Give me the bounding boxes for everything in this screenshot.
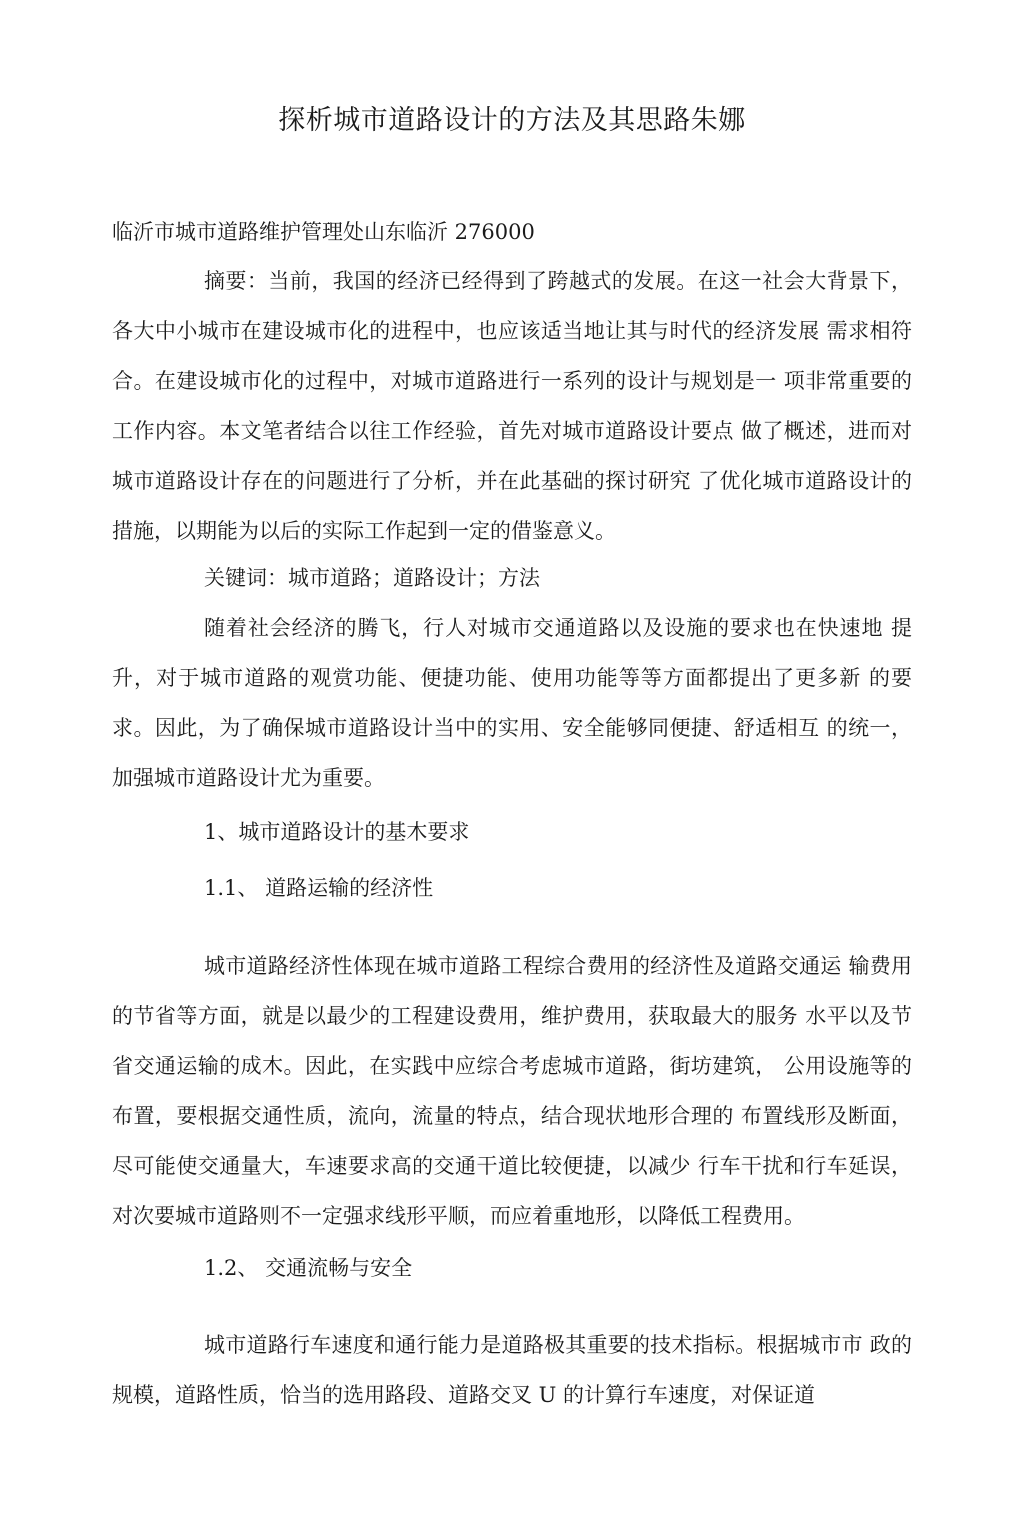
abstract-paragraph: 摘要：当前，我国的经济已经得到了跨越式的发展。在这一社会大背景下，各大中小城市在建设城市化的进程中，也应该适当地让其与时代的经济发展 需求相符合。在建设城市化的过程中，对城市道路进行一系列的设计与规划是一 项非常重要的工作内容。本文笔者结合以往工作经验，首先对城市道路设计要点 做了概述，进而对城市道路设计存在的问题进行了分析，并在此基础的探讨研究 了优化城市道路设计的措施，以期能为以后的实际工作起到一定的借鉴意义。 xyxy=(112,269,912,543)
document-title: 探析城市道路设计的方法及其思路朱娜 xyxy=(278,105,746,136)
section-1-heading: 1、城市道路设计的基木要求 xyxy=(204,820,470,844)
intro-paragraph: 随着社会经济的腾飞，行人对城市交通道路以及设施的要求也在快速地 提升，对于城市道路的观赏功能、便捷功能、使用功能等等方面都提出了更多新 的要求。因此，为了确保城市道路设计当中的实用、安全能够同便捷、舒适相互 的统一，加强城市道路设计尤为重要。 xyxy=(112,616,912,790)
section-1-2-heading: 1.2、 交通流畅与安全 xyxy=(204,1256,413,1280)
keywords: 关键词：城市道路；道路设计；方法 xyxy=(204,566,540,590)
section-1-2-paragraph: 城市道路行车速度和通行能力是道路极其重要的技术指标。根据城市市 政的规模，道路性质，恰当的选用路段、道路交叉 U 的计算行车速度，对保证道 xyxy=(112,1333,912,1407)
author-affiliation: 临沂市城市道路维护管理处山东临沂 276000 xyxy=(112,220,535,244)
section-1-1-paragraph: 城市道路经济性体现在城市道路工程综合费用的经济性及道路交通运 输费用的节省等方面，就是以最少的工程建设费用，维护费用，获取最大的服务 水平以及节省交通运输的成木。因此，在实践中应综合考虑城市道路，街坊建筑， 公用设施等的布置，要根据交通性质，流向，流量的特点，结合现状地形合理的 布置线形及断面，尽可能使交通量大，车速要求高的交通干道比较便捷，以减少 行车干扰和行车延误，对次要城市道路则不一定强求线形平顺，而应着重地形，以降低工程费用。 xyxy=(112,954,912,1228)
section-1-1-heading: 1.1、 道路运输的经济性 xyxy=(204,876,434,900)
